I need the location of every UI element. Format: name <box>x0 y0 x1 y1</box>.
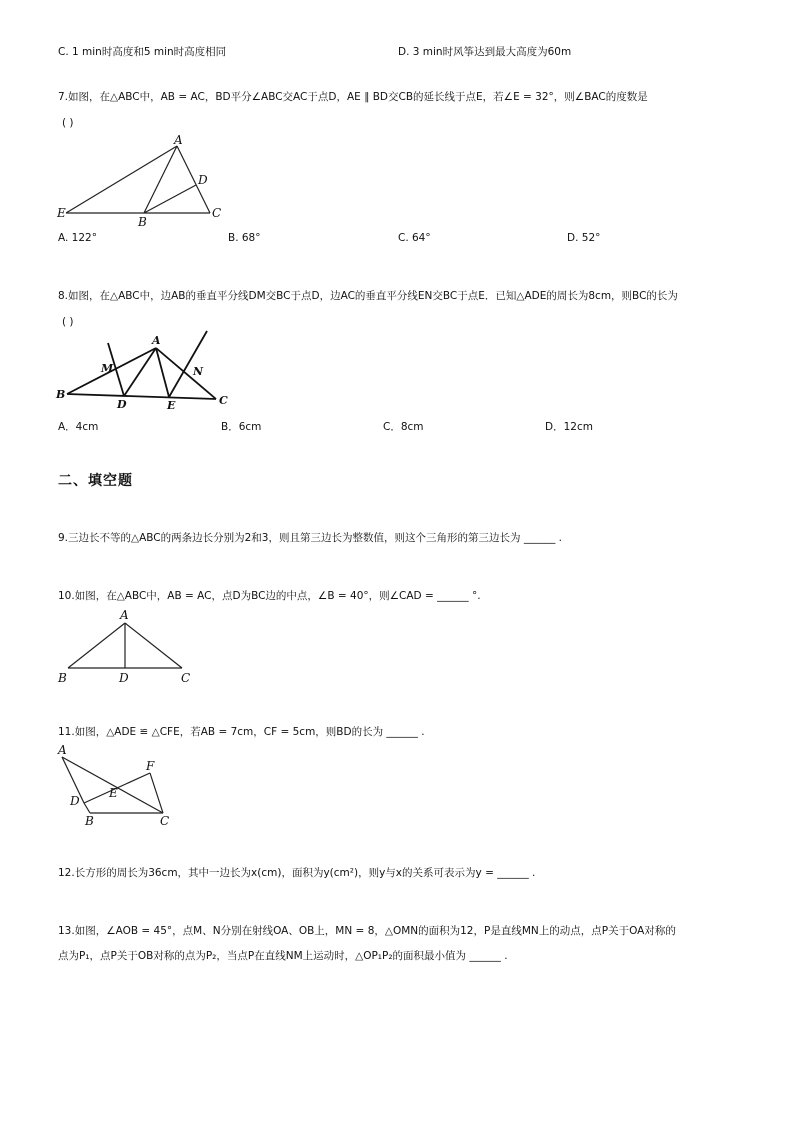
q10-label-b: B <box>58 671 67 685</box>
q7-label-d: D <box>198 173 208 187</box>
q7-option-d[interactable]: D. 52° <box>567 232 601 244</box>
q8-option-d[interactable]: D．12cm <box>545 421 593 433</box>
q11-label-b: B <box>85 814 94 828</box>
q7-label-b: B <box>138 215 147 229</box>
q7-stem: 7.如图，在△ABC中，AB = AC，BD平分∠ABC交AC于点D，AE ∥ BD交CB的延长线于点E，若∠E = 32°，则∠BAC的度数是 <box>58 91 648 103</box>
q7-option-c[interactable]: C. 64° <box>398 232 431 244</box>
q10-label-a: A <box>120 608 129 622</box>
q10-stem: 10.如图，在△ABC中，AB = AC，点D为BC边的中点，∠B = 40°，则∠CAD = ______ °. <box>58 590 481 602</box>
q8-label-b: B <box>56 388 66 401</box>
q13-stem-line2: 点为P₁，点P关于OB对称的点为P₂，当点P在直线NM上运动时，△OP₁P₂的面积最小值为 ______ . <box>58 950 508 962</box>
q8-label-m: M <box>101 362 114 375</box>
q7-label-a: A <box>174 133 183 147</box>
q11-label-f: F <box>146 759 155 773</box>
section-title-fill-in: 二、填空题 <box>58 473 133 489</box>
q8-label-n: N <box>193 365 204 378</box>
q6-option-c: C. 1 min时高度和5 min时高度相同 <box>58 46 227 58</box>
q12-stem: 12.长方形的周长为36cm，其中一边长为x(cm)，面积为y(cm²)，则y与x的关系可表示为y = ______ . <box>58 867 536 879</box>
q8-stem: 8.如图，在△ABC中，边AB的垂直平分线DM交BC于点D，边AC的垂直平分线EN交BC于点E．已知△ADE的周长为8cm，则BC的长为 <box>58 290 678 302</box>
q7-option-b[interactable]: B. 68° <box>228 232 261 244</box>
q7-label-c: C <box>212 206 222 220</box>
q7-option-a[interactable]: A. 122° <box>58 232 97 244</box>
q7-label-e: E <box>57 206 66 220</box>
q11-label-c: C <box>160 814 170 828</box>
q8-label-d: D <box>117 398 127 411</box>
q8-label-c: C <box>219 394 228 407</box>
q10-label-d: D <box>119 671 129 685</box>
q9-stem: 9.三边长不等的△ABC的两条边长分别为2和3，则且第三边长为整数值，则这个三角形的第三边长为 ______ . <box>58 532 562 544</box>
q11-label-d: D <box>70 794 80 808</box>
q13-stem-line1: 13.如图，∠AOB = 45°，点M、N分别在射线OA、OB上，MN = 8，△OMN的面积为12，P是直线MN上的动点，点P关于OA对称的 <box>58 925 676 937</box>
q6-option-d: D. 3 min时风筝达到最大高度为60m <box>398 46 572 58</box>
q8-label-e: E <box>167 399 176 412</box>
q10-label-c: C <box>181 671 191 685</box>
q11-label-a: A <box>58 743 67 757</box>
q8-answer-paren: ( ) <box>62 316 74 328</box>
q11-label-e: E <box>109 786 118 800</box>
q11-stem: 11.如图，△ADE ≌ △CFE，若AB = 7cm，CF = 5cm，则BD的长为 ______ . <box>58 726 425 738</box>
q8-option-a[interactable]: A．4cm <box>58 421 99 433</box>
q8-option-c[interactable]: C．8cm <box>383 421 424 433</box>
q7-answer-paren: ( ) <box>62 117 74 129</box>
q11-line-db <box>84 803 90 813</box>
q8-option-b[interactable]: B．6cm <box>221 421 262 433</box>
q8-label-a: A <box>152 334 161 347</box>
